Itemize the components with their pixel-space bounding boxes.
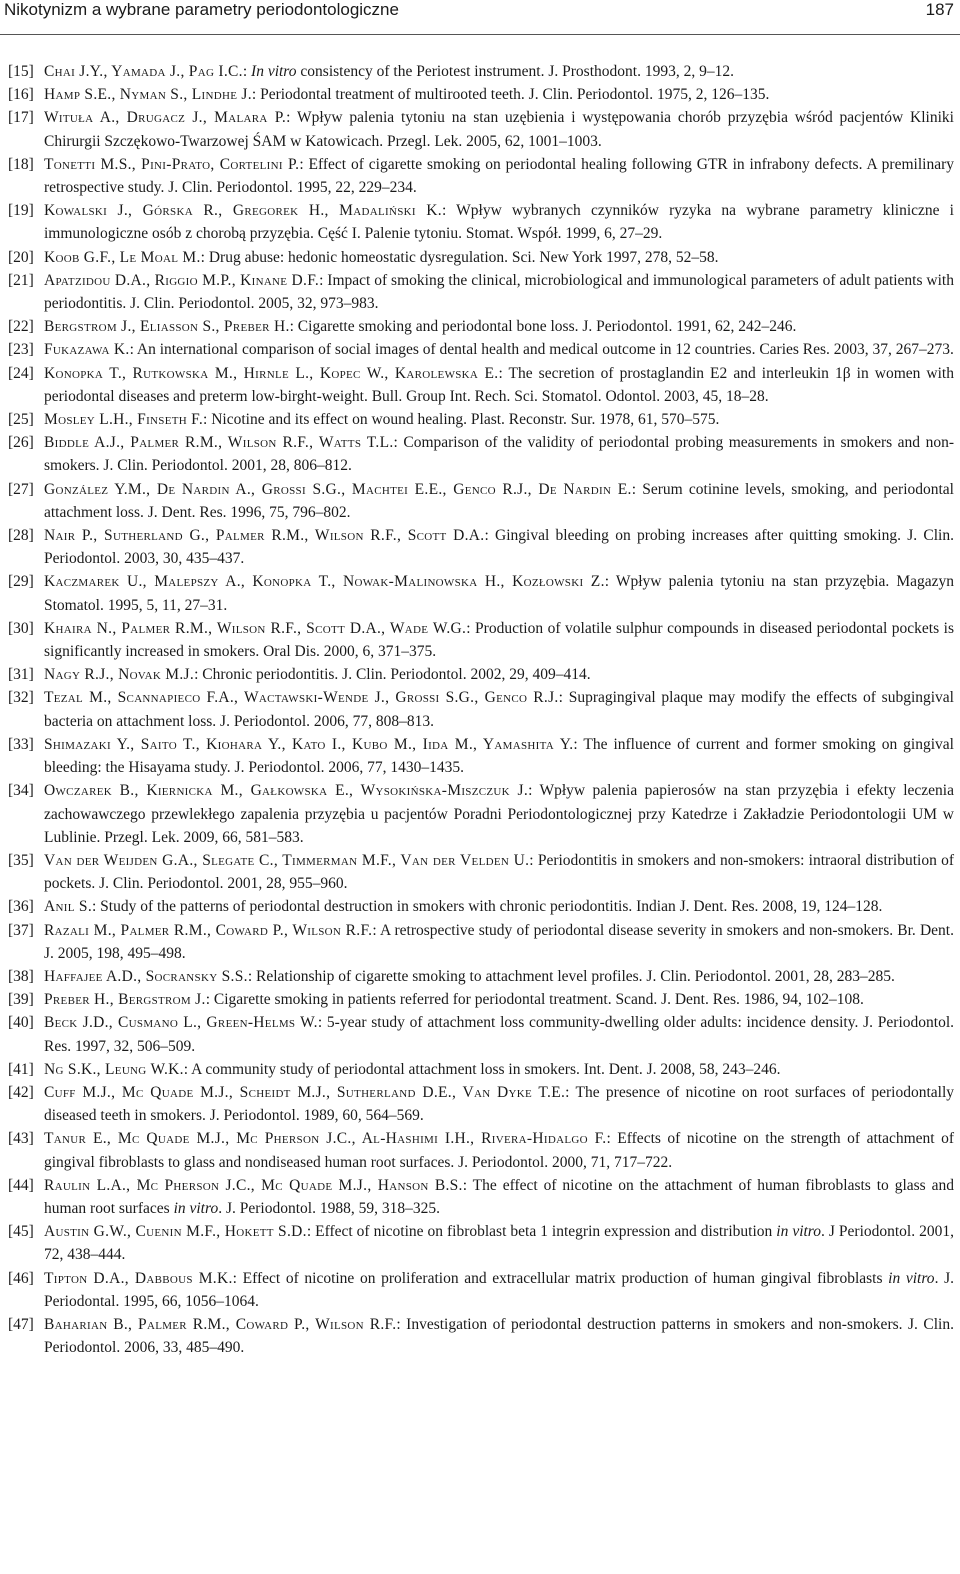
reference-item bbox=[8, 779, 954, 849]
reference-number: [29] bbox=[8, 573, 34, 591]
header-rule bbox=[0, 34, 960, 35]
reference-item bbox=[8, 478, 954, 524]
reference-number: [23] bbox=[8, 341, 34, 359]
reference-number: [47] bbox=[8, 1315, 34, 1333]
reference-text: : Comparison of the validity of periodontal probing measurements in smokers and non-smokers. J. Clin. Periodontol. 2001, 28, 806–812. bbox=[44, 434, 954, 475]
reference-number: [17] bbox=[8, 109, 34, 127]
reference-authors: Austin G.W., Cuenin M.F., Hokett S.D. bbox=[44, 1223, 307, 1241]
reference-authors: Van der Weijden G.A., Slegate C., Timmerman M.F., Van der Velden U. bbox=[44, 851, 530, 869]
page-number: 187 bbox=[925, 0, 954, 19]
reference-authors: Nagy R.J., Novak M.J. bbox=[44, 666, 195, 684]
reference-text: : An international comparison of social images of dental health and medical outcome in 12 countries. Caries Res. 2003, 37, 267–273. bbox=[129, 341, 954, 359]
reference-item bbox=[8, 431, 954, 477]
reference-text: : 5-year study of attachment loss community-dwelling older adults: incidence density. J. Periodontol. Res. 1997, 32, 506–509. bbox=[44, 1014, 954, 1055]
reference-authors: Hamp S.E., Nyman S., Lindhe J. bbox=[44, 86, 252, 104]
reference-item bbox=[8, 269, 954, 315]
reference-item bbox=[8, 83, 954, 106]
reference-number: [21] bbox=[8, 271, 34, 289]
reference-number: [27] bbox=[8, 480, 34, 498]
reference-text: : Investigation of periodontal destruction patterns in smokers and non-smokers. J. Clin. Periodontol. 2006, 33, 485–490. bbox=[44, 1315, 954, 1357]
reference-item bbox=[8, 1313, 954, 1359]
reference-authors: Beck J.D., Cusmano L., Green-Helms W. bbox=[44, 1014, 318, 1032]
reference-authors: Tanur E., Mc Quade M.J., Mc Pherson J.C., Al-Hashimi I.H., Rivera-Hidalgo F. bbox=[44, 1130, 607, 1148]
reference-item bbox=[8, 849, 954, 895]
reference-italic: In vitro bbox=[251, 63, 297, 80]
reference-authors: Khaira N., Palmer R.M., Wilson R.F., Scott D.A., Wade W.G. bbox=[44, 619, 467, 637]
reference-authors: Preber H., Bergstrom J. bbox=[44, 991, 206, 1009]
reference-text: : Wpływ palenia tytoniu na stan uzębienia i występowania chorób przyzębia wśród pacjentów Kliniki Chirurgii Szczękowo-Twarzowej ŚAM w Katowicach. Przegl. Lek. 2005, 62, 1001–1003. bbox=[44, 109, 954, 150]
reference-item bbox=[8, 362, 954, 408]
reference-number: [25] bbox=[8, 411, 34, 429]
reference-number: [44] bbox=[8, 1176, 34, 1194]
reference-authors: Tonetti M.S., Pini-Prato, Cortelini P. bbox=[44, 155, 300, 173]
reference-authors: Ng S.K., Leung W.K. bbox=[44, 1060, 184, 1078]
reference-number: [18] bbox=[8, 155, 34, 173]
reference-number: [38] bbox=[8, 967, 34, 985]
reference-item bbox=[8, 1058, 954, 1081]
reference-number: [16] bbox=[8, 86, 34, 104]
reference-item bbox=[8, 338, 954, 361]
reference-text: : Supragingival plaque may modify the effects of subgingival bacteria on attachment loss. J. Periodontol. 2006, 77, 808–813. bbox=[44, 689, 954, 730]
reference-text: : Effect of nicotine on proliferation and extracellular matrix production of human gingival fibroblasts bbox=[232, 1269, 889, 1287]
reference-text: : Impact of smoking the clinical, microbiological and immunological parameters of adult patients with periodontitis. J. Clin. Periodontol. 2005, 32, 973–983. bbox=[44, 271, 954, 313]
reference-text: : Nicotine and its effect on wound healing. Plast. Reconstr. Sur. 1978, 61, 570–575. bbox=[203, 411, 720, 429]
reference-number: [35] bbox=[8, 851, 34, 869]
reference-number: [40] bbox=[8, 1014, 34, 1032]
reference-item bbox=[8, 895, 954, 918]
reference-item bbox=[8, 988, 954, 1011]
reference-number: [33] bbox=[8, 735, 34, 753]
reference-item bbox=[8, 617, 954, 663]
reference-authors: Konopka T., Rutkowska M., Hirnle L., Kopec W., Karolewska E. bbox=[44, 364, 499, 382]
reference-text: : Effect of nicotine on fibroblast beta 1 integrin expression and distribution bbox=[306, 1223, 777, 1241]
reference-item bbox=[8, 663, 954, 686]
reference-italic: in vitro bbox=[776, 1223, 822, 1241]
reference-text: : The secretion of prostaglandin E2 and interleukin 1β in women with periodontal diseases and preterm low-birght-weight. Bull. Group Int. Rech. Sci. Stomatol. Odontol. 2003, 45, 18–28. bbox=[44, 364, 954, 405]
reference-number: [19] bbox=[8, 202, 34, 220]
reference-item bbox=[8, 246, 954, 269]
reference-item bbox=[8, 315, 954, 338]
reference-number: [46] bbox=[8, 1269, 34, 1287]
reference-number: [28] bbox=[8, 527, 34, 545]
reference-number: [43] bbox=[8, 1130, 34, 1148]
reference-text: : Periodontitis in smokers and non-smokers: intraoral distribution of pockets. J. Clin. Periodontol. 2001, 28, 955–960. bbox=[44, 851, 954, 893]
reference-authors: Biddle A.J., Palmer R.M., Wilson R.F., Watts T.L. bbox=[44, 434, 394, 452]
reference-authors: Razali M., Palmer R.M., Coward P., Wilson R.F. bbox=[44, 921, 373, 939]
reference-authors: Owczarek B., Kiernicka M., Gałkowska E., Wysokińska-Miszczuk J. bbox=[44, 782, 529, 800]
reference-italic: in vitro bbox=[173, 1199, 219, 1217]
reference-authors: Koob G.F., Le Moal M. bbox=[44, 248, 201, 266]
reference-item bbox=[8, 1174, 954, 1220]
reference-authors: Cuff M.J., Mc Quade M.J., Scheidt M.J., Sutherland D.E., Van Dyke T.E. bbox=[44, 1083, 566, 1101]
reference-number: [22] bbox=[8, 318, 34, 336]
running-title: Nikotynizm a wybrane parametry periodontologiczne bbox=[4, 0, 399, 19]
reference-text: : Periodontal treatment of multirooted teeth. J. Clin. Periodontol. 1975, 2, 126–135. bbox=[251, 86, 770, 104]
reference-text-rest: . J. Periodontol. 1988, 59, 318–325. bbox=[218, 1199, 440, 1217]
reference-text: : The effect of nicotine on the attachment of human fibroblasts to glass and human root surfaces bbox=[44, 1176, 954, 1217]
reference-number: [31] bbox=[8, 666, 34, 684]
reference-authors: Tezal M., Scannapieco F.A., Wactawski-Wende J., Grossi S.G., Genco R.J. bbox=[44, 689, 559, 707]
reference-text: : Drug abuse: hedonic homeostatic dysregulation. Sci. New York 1997, 278, 52–58. bbox=[200, 248, 719, 266]
reference-text: : Wpływ wybranych czynników ryzyka na wybrane parametry kliniczne i immunologiczne osób z chorobą przyzębia. Cęść I. Palenie tytoniu. Stomat. Współ. 1999, 6, 27–29. bbox=[44, 202, 954, 243]
reference-item bbox=[8, 686, 954, 732]
reference-text: : A retrospective study of periodontal disease severity in smokers and non-smokers. Br. Dent. J. 2005, 198, 495–498. bbox=[44, 921, 954, 962]
reference-authors: Wituła A., Drugacz J., Malara P. bbox=[44, 109, 287, 127]
reference-authors: Chai J.Y., Yamada J., Pag I.C. bbox=[44, 63, 243, 80]
reference-authors: Bergstrom J., Eliasson S., Preber H. bbox=[44, 318, 290, 336]
reference-item bbox=[8, 919, 954, 965]
reference-item bbox=[8, 153, 954, 199]
reference-item bbox=[8, 1081, 954, 1127]
reference-number: [26] bbox=[8, 434, 34, 452]
reference-item bbox=[8, 1220, 954, 1266]
reference-item bbox=[8, 1011, 954, 1057]
reference-text: : Gingival bleeding on probing increases after quitting smoking. J. Clin. Periodontol. 2003, 30, 435–437. bbox=[44, 527, 954, 568]
reference-italic: in vitro bbox=[888, 1269, 935, 1287]
reference-authors: Haffajee A.D., Socransky S.S. bbox=[44, 967, 248, 985]
reference-authors: González Y.M., De Nardin A., Grossi S.G., Machtei E.E., Genco R.J., De Nardin E. bbox=[44, 480, 632, 498]
reference-number: [32] bbox=[8, 689, 34, 707]
reference-number: [20] bbox=[8, 248, 34, 266]
reference-text: : The influence of current and former smoking on gingival bleeding: the Hisayama study. J. Periodontol. 2006, 77, 1430–1435. bbox=[44, 735, 954, 777]
reference-text: : Effect of cigarette smoking on periodontal healing following GTR in infrabony defects. A premilinary retrospective study. J. Clin. Periodontol. 1995, 22, 229–234. bbox=[44, 155, 954, 197]
reference-text-rest: consistency of the Periotest instrument. J. Prosthodont. 1993, 2, 9–12. bbox=[296, 63, 734, 80]
reference-text: : Relationship of cigarette smoking to attachment level profiles. J. Clin. Periodontol. 2001, 28, 283–285. bbox=[247, 967, 895, 985]
reference-item bbox=[8, 1267, 954, 1313]
reference-authors: Baharian B., Palmer R.M., Coward P., Wilson R.F. bbox=[44, 1315, 397, 1333]
reference-text: : Chronic periodontitis. J. Clin. Periodontol. 2002, 29, 409–414. bbox=[194, 666, 591, 684]
reference-text: : Serum cotinine levels, smoking, and periodontal attachment loss. J. Dent. Res. 1996, 75, 796–802. bbox=[44, 480, 954, 521]
reference-list bbox=[8, 60, 954, 1359]
reference-number: [30] bbox=[8, 619, 34, 637]
reference-item bbox=[8, 60, 954, 83]
reference-authors: Raulin L.A., Mc Pherson J.C., Mc Quade M.J., Hanson B.S. bbox=[44, 1176, 463, 1194]
reference-authors: Anil S. bbox=[44, 898, 92, 916]
reference-number: [37] bbox=[8, 921, 34, 939]
page-header bbox=[4, 0, 954, 26]
reference-text-rest: . J Periodontol. 2001, 72, 438–444. bbox=[44, 1223, 954, 1264]
reference-authors: Mosley L.H., Finseth F. bbox=[44, 411, 204, 429]
reference-number: [24] bbox=[8, 364, 34, 382]
reference-authors: Kowalski J., Górska R., Gregorek H., Madaliński K. bbox=[44, 202, 442, 220]
reference-authors: Kaczmarek U., Malepszy A., Konopka T., Nowak-Malinowska H., Kozłowski Z. bbox=[44, 573, 605, 591]
reference-item bbox=[8, 524, 954, 570]
reference-authors: Nair P., Sutherland G., Palmer R.M., Wilson R.F., Scott D.A. bbox=[44, 527, 485, 545]
reference-text: : The presence of nicotine on root surfaces of periodontally diseased teeth in smokers. J. Periodontol. 1989, 60, 564–569. bbox=[44, 1083, 954, 1125]
reference-item bbox=[8, 965, 954, 988]
reference-number: [39] bbox=[8, 991, 34, 1009]
reference-text: : Cigarette smoking in patients referred for periodontal treatment. Scand. J. Dent. Res. 1986, 94, 102–108. bbox=[205, 991, 864, 1009]
reference-authors: Shimazaki Y., Saito T., Kiohara Y., Kato I., Kubo M., Iida M., Yamashita Y. bbox=[44, 735, 574, 753]
reference-number: [42] bbox=[8, 1083, 34, 1101]
reference-text: : bbox=[242, 63, 252, 80]
reference-text-rest: . J. Periodontal. 1995, 66, 1056–1064. bbox=[44, 1269, 954, 1310]
reference-text: : Study of the patterns of periodontal destruction in smokers with chronic periodontitis. Indian J. Dent. Res. 2008, 19, 124–128. bbox=[92, 898, 883, 916]
reference-number: [41] bbox=[8, 1060, 34, 1078]
reference-number: [36] bbox=[8, 898, 34, 916]
reference-item bbox=[8, 733, 954, 779]
reference-item bbox=[8, 570, 954, 616]
reference-text: : Production of volatile sulphur compounds in diseased periodontal pockets is significantly increased in smokers. Oral Dis. 2000, 6, 371–375. bbox=[44, 619, 954, 661]
reference-text: : Cigarette smoking and periodontal bone loss. J. Periodontol. 1991, 62, 242–246. bbox=[289, 318, 797, 336]
reference-text: : Wpływ palenia tytoniu na stan przyzębia. Magazyn Stomatol. 1995, 5, 11, 27–31. bbox=[44, 573, 954, 614]
reference-number: [15] bbox=[8, 63, 34, 80]
reference-text: : A community study of periodontal attachment loss in smokers. Int. Dent. J. 2008, 58, 243–246. bbox=[183, 1060, 781, 1078]
reference-authors: Tipton D.A., Dabbous M.K. bbox=[44, 1269, 233, 1287]
reference-item bbox=[8, 106, 954, 152]
reference-text: : Wpływ palenia papierosów na stan przyzębia i efekty leczenia zachowawczego przewlekłego zapalenia przyzębia u pacjentów Poradni Periodontologicznej przy Katedrze i Zakładzie Periodontologii UM w Lublinie. Przegl. Lek. 2009, 66, 581–583. bbox=[44, 782, 954, 846]
reference-authors: Apatzidou D.A., Riggio M.P., Kinane D.F. bbox=[44, 271, 320, 289]
reference-item bbox=[8, 199, 954, 245]
reference-item bbox=[8, 1127, 954, 1173]
reference-number: [45] bbox=[8, 1223, 34, 1241]
reference-authors: Fukazawa K. bbox=[44, 341, 130, 359]
reference-number: [34] bbox=[8, 782, 34, 800]
reference-text: : Effects of nicotine on the strength of attachment of gingival fibroblasts to glass and nondiseased human root surfaces. J. Periodontol. 2000, 71, 717–722. bbox=[44, 1130, 954, 1171]
reference-item bbox=[8, 408, 954, 431]
